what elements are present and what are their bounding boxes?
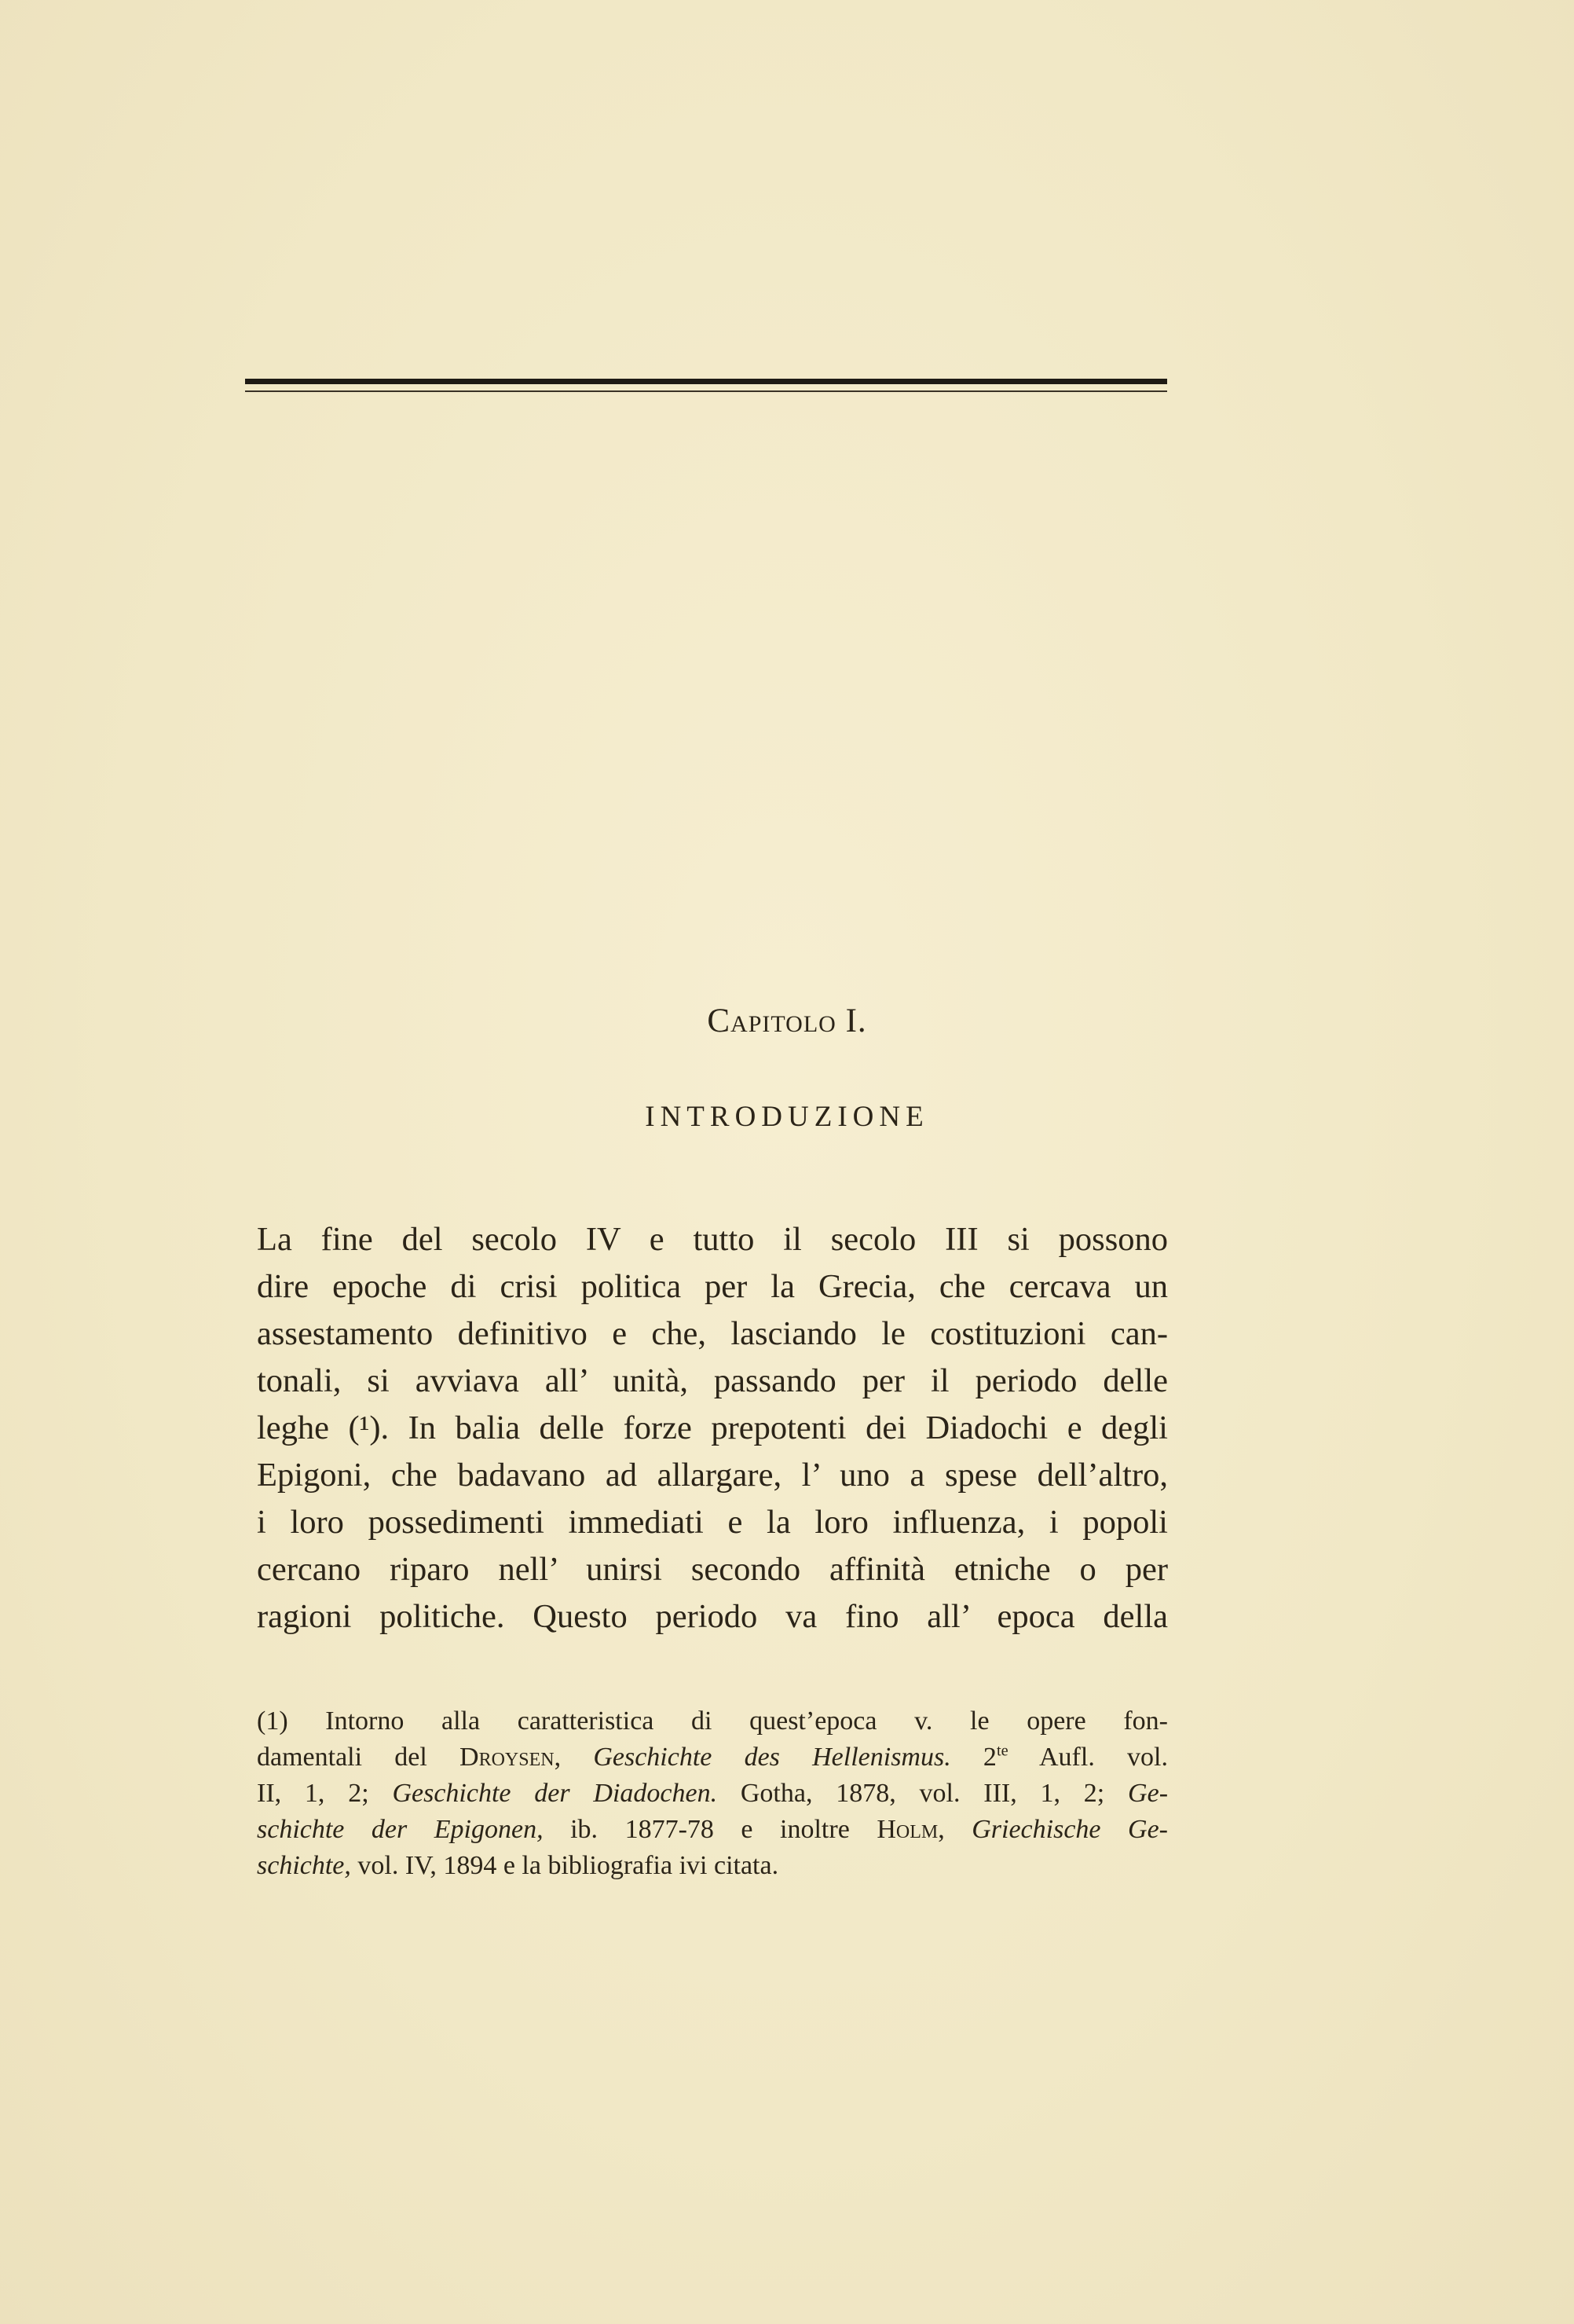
footnote-line: [257, 1703, 1168, 1739]
body-line: tonali, si avviava all’ unità, passando per il periodo delle: [257, 1362, 1168, 1399]
body-line: assestamento definitivo e che, lasciando le costituzioni can-: [257, 1315, 1168, 1352]
footnote-work-title: Griechische Ge-: [972, 1815, 1168, 1844]
footnote-text: Gotha, 1878, vol. III, 1, 2;: [717, 1779, 1129, 1808]
section-title: INTRODUZIONE: [645, 1101, 929, 1133]
footnote-text: vol. IV, 1894 e la bibliografia ivi citata.: [350, 1851, 779, 1880]
body-line: cercano riparo nell’ unirsi secondo affinità etniche o per: [257, 1551, 1168, 1588]
footnote-work-title: Geschichte der Diadochen.: [392, 1779, 718, 1808]
footnote: [257, 1703, 1168, 1884]
footnote-text: 2: [950, 1743, 997, 1772]
header-rule-thin: [245, 390, 1167, 392]
footnote-author: Droysen: [459, 1743, 555, 1772]
body-paragraph: [257, 1216, 1168, 1640]
footnote-text: Aufl. vol.: [1008, 1743, 1168, 1772]
body-line: La fine del secolo IV e tutto il secolo III si possono: [257, 1221, 1168, 1258]
footnote-line: [257, 1776, 1168, 1812]
body-line: Epigoni, che badavano ad allargare, l’ uno a spese dell’altro,: [257, 1457, 1168, 1494]
footnote-line: [257, 1812, 1168, 1848]
body-line: dire epoche di crisi politica per la Grecia, che cercava un: [257, 1268, 1168, 1305]
footnote-work-title: schichte,: [257, 1851, 351, 1880]
footnote-line: [257, 1739, 1168, 1776]
body-line: leghe (¹). In balia delle forze prepotenti dei Diadochi e degli: [257, 1409, 1168, 1446]
footnote-text: (1) Intorno alla caratteristica di quest’epoca v. le opere fon-: [257, 1706, 1168, 1736]
footnote-author: Holm: [877, 1815, 939, 1844]
footnote-line: [257, 1848, 1168, 1884]
footnote-text: damentali del: [257, 1743, 460, 1772]
footnote-work-title: Geschichte des Hellenismus.: [593, 1743, 951, 1772]
footnote-text: ,: [554, 1743, 594, 1772]
footnote-text: ib. 1877-78 e inoltre: [543, 1815, 877, 1844]
chapter-label: Capitolo I.: [707, 1003, 867, 1039]
footnote-work-title: schichte der Epigonen,: [257, 1815, 544, 1844]
footnote-work-title: Ge-: [1128, 1779, 1169, 1808]
footnote-text: II, 1, 2;: [257, 1779, 393, 1808]
footnote-text: ,: [938, 1815, 972, 1844]
body-line: i loro possedimenti immediati e la loro influenza, i popoli: [257, 1504, 1168, 1541]
body-line: ragioni politiche. Questo periodo va fino all’ epoca della: [257, 1598, 1168, 1635]
footnote-superscript: te: [996, 1742, 1008, 1760]
header-rule-thick: [245, 379, 1167, 384]
